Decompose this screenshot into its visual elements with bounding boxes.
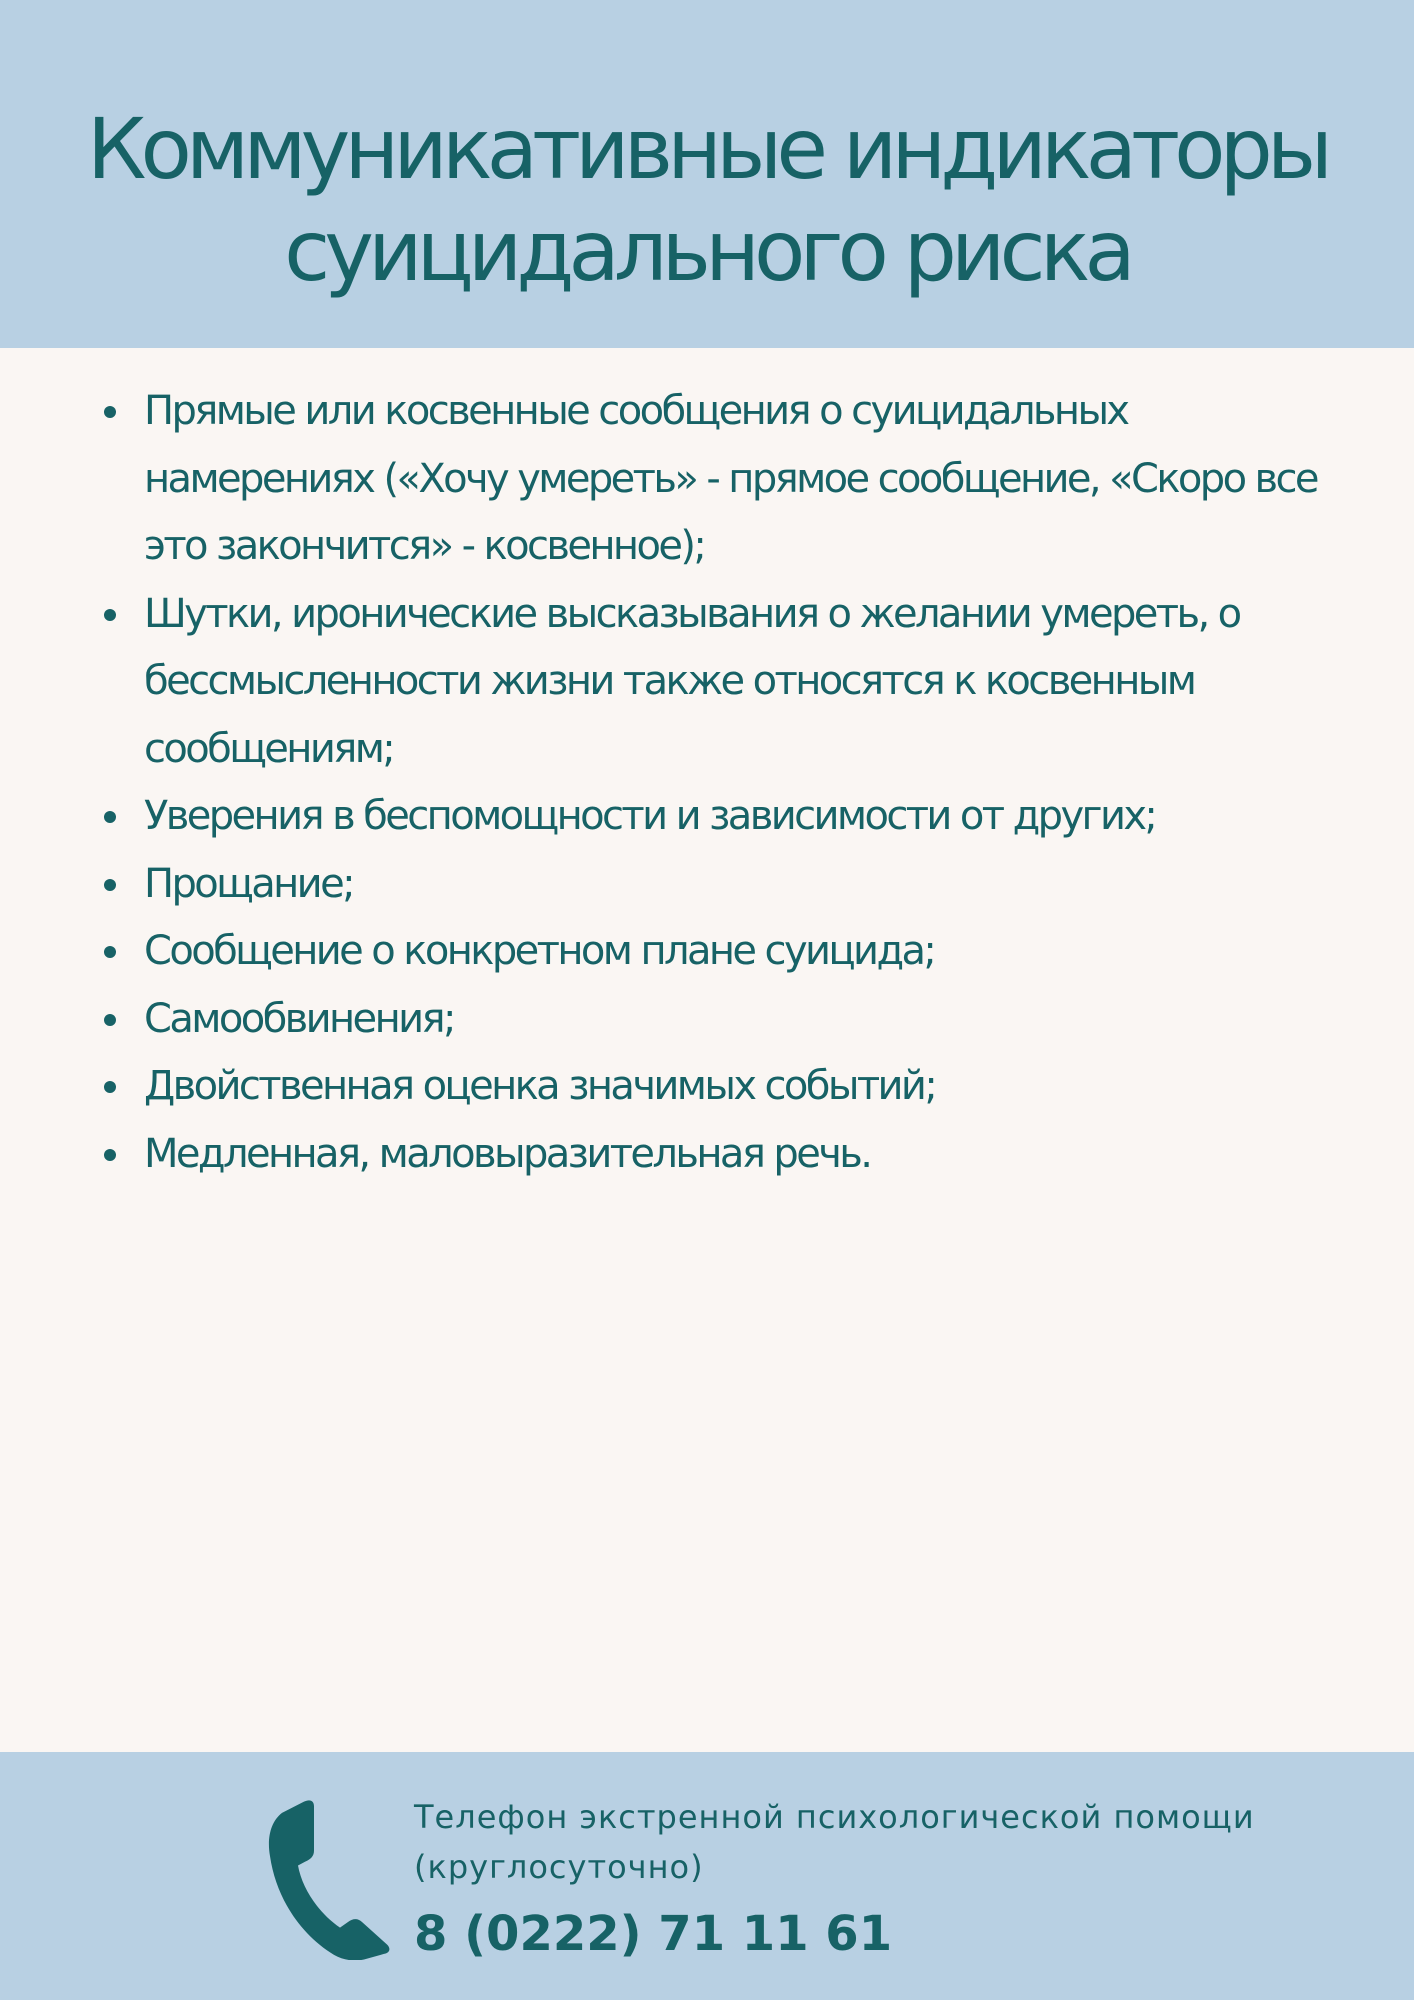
list-item <box>96 783 1336 851</box>
list-item <box>96 918 1336 986</box>
bullet-icon <box>104 1149 116 1161</box>
bullet-icon <box>104 811 116 823</box>
list-item-text: Прямые или косвенные сообщения о суицидальных намерениях («Хочу умереть» - прямое сообщение, «Скоро все это закончится» - косвенное); <box>144 388 1317 569</box>
list-item <box>96 851 1336 919</box>
footer-band <box>0 1752 1414 2000</box>
list-item-text: Самообвинения; <box>144 995 454 1042</box>
list-item <box>96 986 1336 1054</box>
hotline-phone-number: 8 (0222) 71 11 61 <box>414 1906 893 1962</box>
content-area <box>0 348 1414 1752</box>
phone-icon <box>262 1796 392 1960</box>
list-item <box>96 1121 1336 1189</box>
list-item-text: Двойственная оценка значимых событий; <box>144 1063 936 1109</box>
bullet-icon <box>104 406 116 418</box>
bullet-icon <box>104 879 116 891</box>
list-item <box>96 378 1336 581</box>
list-item-text: Прощание; <box>144 860 353 907</box>
bullet-icon <box>104 946 116 958</box>
hotline-label: Телефон экстренной психологической помощи (круглосуточно) <box>414 1798 1255 1886</box>
page-title: Коммуникативные индикаторы суицидального риска <box>86 100 1328 300</box>
list-item-text: Сообщение о конкретном плане суицида; <box>144 928 935 974</box>
bullet-icon <box>104 1081 116 1093</box>
header-band <box>0 0 1414 348</box>
list-item-text: Уверения в беспомощности и зависимости от других; <box>144 793 1156 839</box>
bullet-icon <box>104 1014 116 1026</box>
list-item <box>96 581 1336 784</box>
list-item-text: Шутки, иронические высказывания о желании умереть, о бессмысленности жизни также относятся к косвенным сообщениям; <box>144 590 1240 772</box>
bullet-icon <box>104 609 116 621</box>
list-item-text: Медленная, маловыразительная речь. <box>144 1130 871 1177</box>
list-item <box>96 1053 1336 1121</box>
indicator-list <box>96 378 1336 1188</box>
